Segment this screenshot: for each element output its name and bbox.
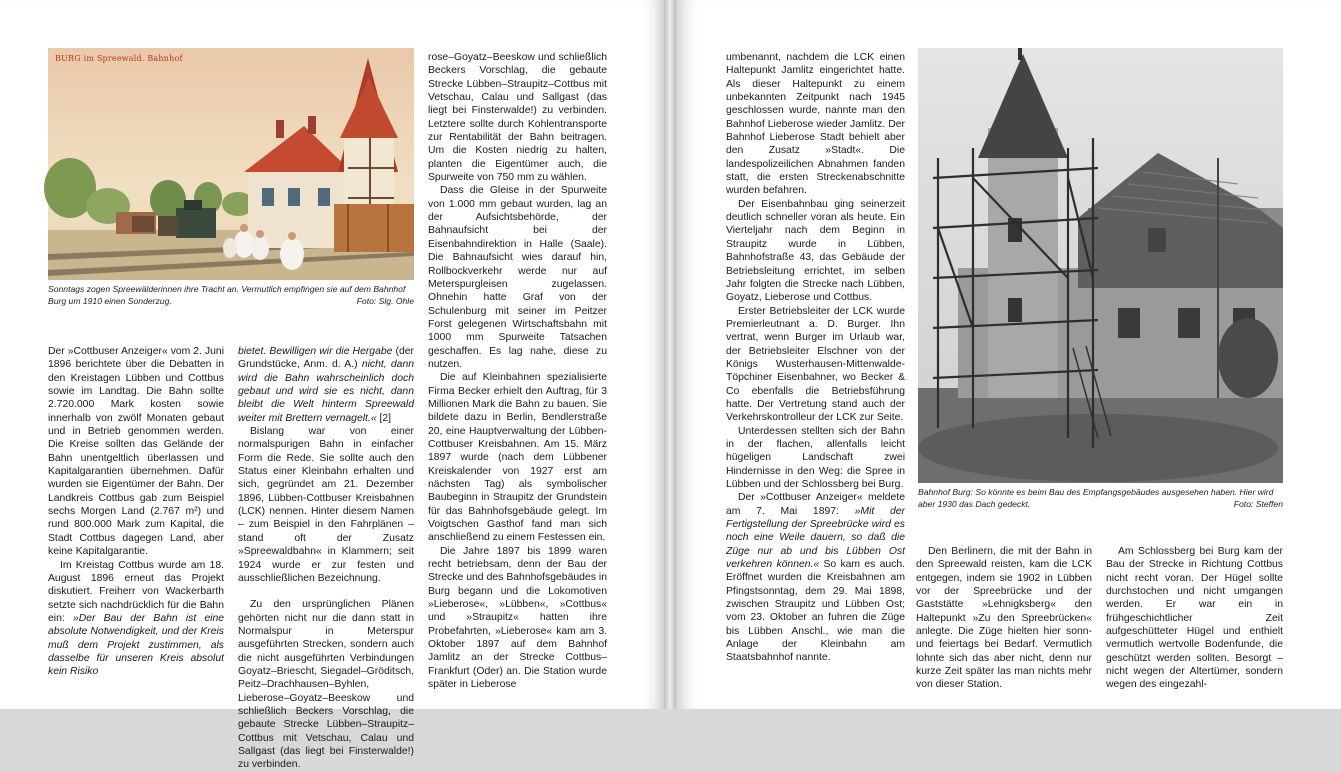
paragraph [238,345,414,425]
paragraph: Am Schlossberg bei Burg kam der Bau der Strecke in Richtung Cottbus nicht recht voran. Der Hügel sollte durchstochen und nicht umgangen werden. Er war ein in frühgeschichtlicher Zeit aufgeschütteter Hügel und enthielt vermutlich wertvolle Bodenfunde, die geschützt werden sollten. Besorgt – nicht wegen der Altertümer, sondern wegen des eingezahl- [1106,546,1283,691]
left-caption-text: Sonntags zogen Spreewälderinnen ihre Tracht an. Vermutlich empfingen sie auf dem Bahnhof Burg um 1910 einen Sonderzug. [48,284,406,306]
paragraph: Erster Betriebsleiter der LCK wurde Premierleutnant a. D. Burger. Ihn vertrat, wenn Burger im Urlaub war, der Betriebsleiter Elschner von der Königs Wusterhausen-Mittenwalde-Töpchiner Eisenbahner, wo Becker & Co ebenfalls die Betriebsführung hatte. Der Vertretung stand auch der Verkehrskontrolleur der LCK zur Seite. [726,305,905,424]
construction-photo [918,48,1283,483]
paragraph: Die auf Kleinbahnen spezialisierte Firma Becker erhielt den Auftrag, für 3 Millionen Mark die Bahn zu bauen. Sie bildete dazu in Berlin, Bendlerstraße 20, eine Hauptverwaltung der Lübben-Cottbuser Kreisbahnen. Am 15. März 1897 wurde (nach dem Lübbener Kreiskalender von 1927 erst am nächsten Tag) als symbolischer Baubeginn in Straupitz der Grundstein für das Bahnhofsgebäude gelegt. Im Voigtschen Gasthof fand man sich anschließend zu einem Festessen ein. [428,372,607,544]
paragraph: Dass die Gleise in der Spurweite von 1.000 mm gebaut wurden, lag an der Aufsichtsbehörde, der Bahnaufsicht bei der Eisenbahndirektion in Halle (Saale). Die Bahnaufsicht wies darauf hin, Rollbockverkehr werde nur auf Meterspurgleisen zugelassen. Ohnehin hatte Graf von der Schulenburg mit seiner im Peitzer Forst gelegenen Wirtschaftsbahn mit 1000 mm Spurweite Tatsachen geschaffen. Es lag nahe, diese zu nutzen. [428,185,607,370]
right-caption-text: Bahnhof Burg: So könnte es beim Bau des Empfangsgebäudes ausgesehen haben. Hier wird aber 1930 das Dach gedeckt. [918,487,1274,509]
postcard-photo [48,48,414,280]
left-column-3 [428,51,607,692]
left-column-1 [48,345,224,679]
paragraph: rose–Goyatz–Beeskow und schließlich Beckers Vorschlag, die gebaute Strecke Lübben–Straupitz–Cottbus mit Vetschau, Calau und Sallgast (das liegt bei Finsterwalde!) zu verbinden. Letztere sollte durch Kohlentransporte zur Rentabilität der Bahn beitragen. Um die Kosten niedrig zu halten, planten die Eigentümer auch, die Spurweite von 750 mm zu wählen. [428,52,607,184]
book-gutter [664,0,676,709]
quote: »Mit der Fertigstellung der Spreebrücke wird es noch eine Weile dauern, so daß die Züge nur ab und bis Lübben Ost verkehren können.« [726,505,905,571]
right-page [676,0,1341,709]
paragraph [726,491,905,664]
paragraph: Bislang war von einer normalspurigen Bahn in einfacher Form die Rede. Sie sollte auch den Status einer Kleinbahn erhalten und sich, gegründet am 21. Dezember 1896, Lübben-Cottbuser Kreisbahnen (LCK) nennen. Hinter diesem Namen – zum Beispiel in den Fahrplänen – stand oft der Zusatz »Spreewaldbahn« in Klammern; seit 1924 wurde er zur festen und ausschließlichen Bezeichnung. [238,426,414,584]
paragraph-text: Im Kreistag Cottbus wurde am 18. August 1896 erneut das Projekt diskutiert. Freiherr von Wackerbarth setzte sich nachdrücklich für die Bahn ein: [48,559,224,624]
paragraph: Der Eisenbahnbau ging seinerzeit deutlich schneller voran als heute. Ein Vierteljahr nach dem Beginn in Straupitz wurde in Lübben, Bahnhofstraße 43, das Gebäude der Betriebsleitung errichtet, im selben Jahr folgten die Strecke nach Lübben, Goyatz, Lieberose und Cottbus. [726,198,905,304]
left-page [0,0,664,771]
right-column-3 [1106,545,1283,692]
annotation: (der Grundstücke, Anm. d. A.) [238,346,414,371]
right-caption-credit: Foto: Steffen [1233,499,1283,509]
paragraph: Die Jahre 1897 bis 1899 waren recht betriebsam, denn der Bau der Strecke und des Bahnhofsgebäudes in Burg begann und die Lokomotiven »Lieberose«, »Lübben«, »Cottbus« und »Straupitz« hatten ihre Probefahrten, »Lieberose« kam am 3. Oktober 1897 auf dem Bahnhof Jamlitz an der Strecke Cottbus–Frankfurt (Oder) an. Die Station wurde später in Lieberose [428,545,607,691]
paragraph: Den Berlinern, die mit der Bahn in den Spreewald reisten, kam die LCK entgegen, indem sie 1902 in Lübben vor der Spreebrücke und der Gaststätte »Lehnigksberg« den Haltepunkt »Zu den Spreebrücken« anlegte. Die Züge hielten hier sonn- und feiertags bei Bedarf. Vermutlich lohnte sich das aber nicht, denn nur kurze Zeit später las man nichts mehr von dieser Station. [916,546,1092,691]
paragraph: Zu den ursprünglichen Plänen gehörten nicht nur die dann statt in Normalspur in Meterspur ausgeführten Strecken, sondern auch die nicht ausgeführten Verbindungen Goyatz–Briescht, Siegadel–Gröditsch, Peitz–Drachhausen–Byhlen, Lieberose–Goyatz–Beeskow und schließlich Beckers Vorschlag, die gebaute Strecke Lübben–Straupitz–Cottbus mit Vetschau, Calau und Sallgast (das liegt bei Finsterwalde!) zu verbinden. [238,599,414,771]
footnote-ref: [2] [379,412,392,424]
left-photo-caption [48,283,414,307]
right-photo-caption [918,486,1283,510]
right-column-1 [726,51,905,665]
quote: nicht, dann wird die Bahn wahrscheinlich doch gebaut und wird sie es nicht, dann bleibt die Welt hinterm Spreewald weiter mit Brettern vernagelt.« [238,359,414,424]
paragraph-text: So kam es auch. Eröffnet wurden die Kreisbahnen am Pfingstsonntag, dem 29. Mai 1898, zwischen Straupitz und Lübben Ost; vom 23. Oktober an fuhren die Züge bis Lübben Anschl., wie man die Anlage der Kleinbahn am Staatsbahnhof nannte. [726,559,905,664]
paragraph: Unterdessen stellten sich der Bahn in der flachen, allenfalls leicht hügeligen Landschaft zwei Hindernisse in den Weg: die Spree in Lübben und der Schlossberg bei Burg. [726,425,905,490]
quote: »Der Bau der Bahn ist eine absolute Notwendigkeit, und der Kreis muß dem Projekt zustimmen, als dasselbe für unseren Kreis absolut kein Risiko [48,612,225,678]
postcard-label: BURG im Spreewald. Bahnhof [55,54,183,63]
quote: bietet. Bewilligen wir die Hergabe [238,346,393,357]
paragraph: Der »Cottbuser Anzeiger« vom 2. Juni 1896 berichtete über die Debatten in den Kreistagen Lübben und Cottbus sowie im Landtag. Die Bahn sollte 2.720.000 Mark kosten sowie innerhalb von zwölf Monaten gebaut und in Betrieb genommen werden. Die Kreise sollten das Gelände der Bahn unentgeltlich überlassen und Kapitalgarantien übernehmen. Dafür wurden sie Eigentümer der Bahn. Der Landkreis Cottbus gab zum Beispiel sechs Morgen Land (2.767 m²) und rund 800.000 Mark zum Kapital, die Stadt Cottbus dagegen Land, aber keine Kapitalgarantie. [48,346,224,558]
left-column-2 [238,345,414,772]
left-caption-credit: Foto: Slg. Ohle [356,296,414,306]
paragraph-text: Der »Cottbuser Anzeiger« meldete am 7. Mai 1897: [726,492,905,517]
paragraph [48,559,224,679]
paragraph: umbenannt, nachdem die LCK einen Haltepunkt Jamlitz eingerichtet hatte. Als dieser Haltepunkt zu einem unbekannten Zeitpunkt nach 1945 geschlossen wurde, nannte man den Bahnhof Lieberose wieder Jamlitz. Der Bahnhof Lieberose Stadt behielt aber den Zusatz »Stadt«. Die landespolizeilichen Abnahmen fanden statt, die ersten Streckenabschnitte wurden befahren. [726,52,905,197]
right-column-2 [916,545,1092,692]
